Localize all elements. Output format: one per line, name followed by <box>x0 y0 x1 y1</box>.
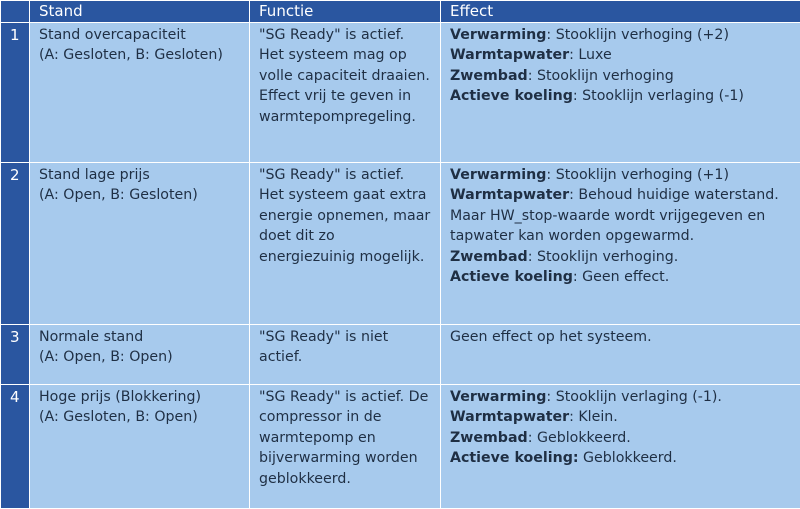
stand-cell <box>30 385 250 509</box>
column-header-functie: Functie <box>250 1 441 23</box>
functie-text: "SG Ready" is actief. Het systeem gaat extra energie opnemen, maar doet dit zo energiezuinig mogelijk. <box>259 165 431 267</box>
stand-title: Hoge prijs (Blokkering) <box>39 387 240 407</box>
stand-cell <box>30 23 250 163</box>
effect-label: Warmtapwater <box>450 409 569 425</box>
effect-label: Verwarming <box>450 27 546 43</box>
stand-title: Normale stand <box>39 327 240 347</box>
effect-label: Actieve koeling: <box>450 450 579 466</box>
stand-contacts: (A: Gesloten, B: Open) <box>39 407 240 427</box>
effect-value: : Geen effect. <box>573 269 669 285</box>
stand-title: Stand lage prijs <box>39 165 240 185</box>
effect-line <box>450 165 791 185</box>
stand-title: Stand overcapaciteit <box>39 25 240 45</box>
effect-label: Zwembad <box>450 249 528 265</box>
functie-text: "SG Ready" is niet actief. <box>259 327 431 368</box>
effect-line <box>450 247 791 267</box>
table-header-row <box>1 1 800 23</box>
effect-label: Verwarming <box>450 389 546 405</box>
column-header-stand: Stand <box>30 1 250 23</box>
table-row <box>1 23 800 163</box>
effect-line <box>450 448 791 468</box>
effect-line <box>450 45 791 65</box>
effect-label: Actieve koeling <box>450 88 573 104</box>
functie-text: "SG Ready" is actief. Het systeem mag op volle capaciteit draaien. <box>259 25 431 86</box>
effect-value: : Stooklijn verhoging. <box>528 249 679 265</box>
stand-contacts: (A: Gesloten, B: Gesloten) <box>39 45 240 65</box>
effect-value: : Stooklijn verlaging (-1). <box>546 389 722 405</box>
column-header-effect: Effect <box>441 1 800 23</box>
column-header-number <box>1 1 30 23</box>
effect-cell <box>441 23 800 163</box>
row-number: 3 <box>1 325 30 385</box>
effect-note: Maar HW_stop-waarde wordt vrijgegeven en tapwater kan worden opgewarmd. <box>450 206 791 247</box>
effect-label: Actieve koeling <box>450 269 573 285</box>
functie-note: Effect vrij te geven in warmtepompregeling. <box>259 86 431 127</box>
stand-cell <box>30 163 250 325</box>
stand-cell <box>30 325 250 385</box>
effect-cell <box>441 385 800 509</box>
row-number: 2 <box>1 163 30 325</box>
effect-line <box>450 267 791 287</box>
effect-value: : Luxe <box>569 47 612 63</box>
effect-line <box>450 387 791 407</box>
effect-value: Geblokkeerd. <box>579 450 677 466</box>
table-row <box>1 325 800 385</box>
effect-text: Geen effect op het systeem. <box>450 327 791 347</box>
row-number: 1 <box>1 23 30 163</box>
effect-label: Verwarming <box>450 167 546 183</box>
effect-cell <box>441 325 800 385</box>
functie-cell <box>250 325 441 385</box>
effect-line <box>450 428 791 448</box>
effect-label: Warmtapwater <box>450 47 569 63</box>
effect-line <box>450 407 791 427</box>
effect-value: : Geblokkeerd. <box>528 430 631 446</box>
functie-text: "SG Ready" is actief. De compressor in de warmtepomp en bijverwarming worden geblokkeerd. <box>259 387 431 489</box>
effect-line <box>450 185 791 205</box>
effect-label: Warmtapwater <box>450 187 569 203</box>
stand-contacts: (A: Open, B: Gesloten) <box>39 185 240 205</box>
effect-line <box>450 86 791 106</box>
table-row <box>1 385 800 509</box>
functie-cell <box>250 385 441 509</box>
effect-value: : Stooklijn verhoging <box>528 68 674 84</box>
effect-value: : Stooklijn verhoging (+2) <box>546 27 729 43</box>
table-row <box>1 163 800 325</box>
effect-value: : Stooklijn verlaging (-1) <box>573 88 744 104</box>
stand-contacts: (A: Open, B: Open) <box>39 347 240 367</box>
functie-cell <box>250 23 441 163</box>
effect-line <box>450 66 791 86</box>
row-number: 4 <box>1 385 30 509</box>
effect-label: Zwembad <box>450 68 528 84</box>
effect-label: Zwembad <box>450 430 528 446</box>
effect-value: : Behoud huidige waterstand. <box>569 187 779 203</box>
effect-value: : Stooklijn verhoging (+1) <box>546 167 729 183</box>
effect-line <box>450 25 791 45</box>
effect-cell <box>441 163 800 325</box>
effect-value: : Klein. <box>569 409 618 425</box>
functie-cell <box>250 163 441 325</box>
